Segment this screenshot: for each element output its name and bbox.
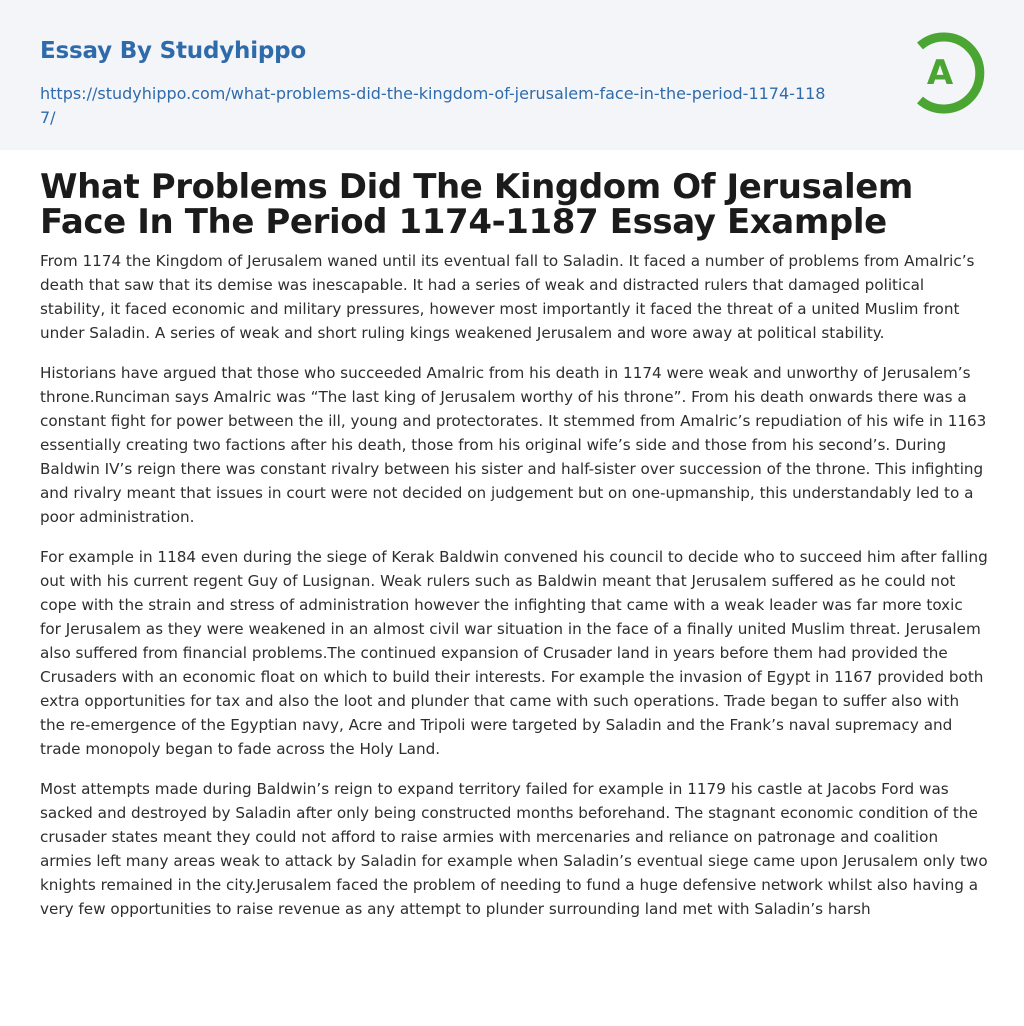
essay-paragraph: Historians have argued that those who succeeded Amalric from his death in 1174 were weak and unworthy of Jerusalem’s throne.Runciman says Amalric was “The last king of Jerusalem worthy of his throne”. From his death onwards there was a constant fight for power between the ill, young and protectorates. It stemmed from Amalric’s repudiation of his wife in 1163 essentially creating two factions after his death, those from his original wife’s side and those from his second’s. During Baldwin IV’s reign there was constant rivalry between his sister and half-sister over succession of the throne. This infighting and rivalry meant that issues in court were not decided on judgement but on one-upmanship, this understandably led to a poor administration. — [40, 364, 987, 526]
studyhippo-logo-icon[interactable] — [906, 28, 988, 118]
site-brand[interactable]: Essay By Studyhippo — [40, 38, 307, 64]
site-header — [0, 0, 1024, 150]
essay-paragraph: For example in 1184 even during the siege of Kerak Baldwin convened his council to decide who to succeed him after falling out with his current regent Guy of Lusignan. Weak rulers such as Baldwin meant that Jerusalem suffered as he could not cope with the strain and stress of administration however the infighting that came with a weak leader was far more toxic for Jerusalem as they were weakened in an almost civil war situation in the face of a finally united Muslim threat. Jerusalem also suffered from financial problems.The continued expansion of Crusader land in years before them had provided the Crusaders with an economic float on which to build their interests. For example the invasion of Egypt in 1167 provided both extra opportunities for tax and also the loot and plunder that came with such operations. Trade began to suffer also with the re-emergence of the Egyptian navy, Acre and Tripoli were targeted by Saladin and the Frank’s naval supremacy and trade monopoly began to fade across the Holy Land. — [40, 548, 988, 758]
essay-title: What Problems Did The Kingdom Of Jerusalem Face In The Period 1174-1187 Essay Example — [40, 167, 913, 242]
essay-body — [40, 249, 988, 937]
source-url-link[interactable]: https://studyhippo.com/what-problems-did-the-kingdom-of-jerusalem-face-in-the-period-1174-1187/ — [40, 84, 826, 127]
essay-paragraph: Most attempts made during Baldwin’s reign to expand territory failed for example in 1179 his castle at Jacobs Ford was sacked and destroyed by Saladin after only being constructed months beforehand. The stagnant economic condition of the crusader states meant they could not afford to raise armies with mercenaries and reliance on patronage and coalition armies left many areas weak to attack by Saladin for example when Saladin’s eventual siege came upon Jerusalem only two knights remained in the city.Jerusalem faced the problem of needing to fund a huge defensive network whilst also having a very few opportunities to raise revenue as any attempt to plunder surrounding land met with Saladin’s harsh — [40, 780, 988, 918]
essay-paragraph: From 1174 the Kingdom of Jerusalem waned until its eventual fall to Saladin. It faced a number of problems from Amalric’s death that saw that its demise was inescapable. It had a series of weak and distracted rulers that damaged political stability, it faced economic and military pressures, however most importantly it faced the threat of a united Muslim front under Saladin. A series of weak and short ruling kings weakened Jerusalem and wore away at political stability. — [40, 252, 975, 342]
logo-letter: A — [926, 53, 954, 93]
